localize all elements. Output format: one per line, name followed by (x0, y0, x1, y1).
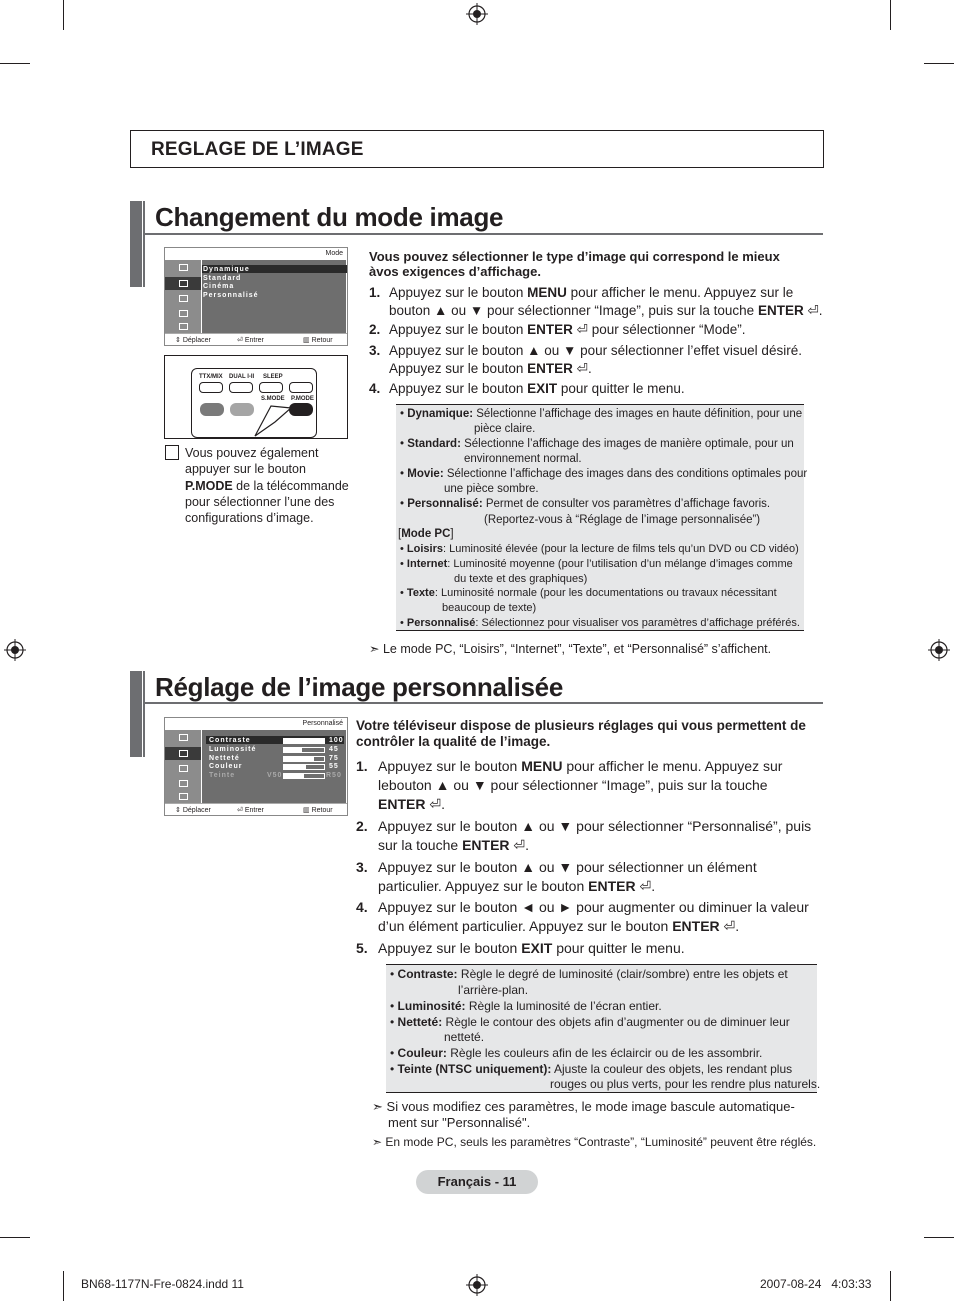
osd-slider-fill (284, 757, 314, 761)
sound-icon (179, 295, 188, 302)
channel-icon (179, 310, 188, 317)
osd-menu-mode (164, 247, 348, 346)
osd-slider[interactable] (283, 738, 325, 744)
arrow-icon: ➣ (372, 1099, 383, 1114)
footer-date: 2007-08-24 4:03:33 (760, 1277, 872, 1291)
crop-mark (890, 1271, 891, 1301)
arrow-note: ➣ En mode PC, seuls les paramètres “Contraste”, “Luminosité” peuvent être réglés. (372, 1135, 817, 1149)
osd-item[interactable]: Personnalisé (203, 292, 259, 299)
enter-icon: ⏎ (576, 322, 588, 337)
registration-mark-icon (4, 639, 26, 661)
remote-label: S.MODE (261, 396, 285, 402)
osd-setting-value: 45 (329, 745, 339, 753)
note-item: • Standard: Sélectionne l’affichage des images de manière optimale, pour un (400, 438, 794, 450)
heading-rule (143, 702, 823, 704)
crop-mark (63, 0, 64, 30)
note-box-mode (396, 404, 808, 631)
enter-icon: ⏎ (576, 361, 588, 376)
osd-header: Personnalisé (302, 720, 343, 727)
osd-enter: ⏎ Entrer (237, 807, 264, 814)
note-item-cont: pièce claire. (474, 423, 536, 435)
osd-footer (165, 333, 347, 345)
osd-header: Mode (325, 250, 343, 257)
note-item: • Texte: Luminosité normale (pour les documentations ou travaux nécessitant (400, 587, 777, 599)
picture-icon (179, 280, 188, 287)
sound-icon (179, 765, 188, 772)
dual-button[interactable] (229, 382, 253, 393)
pointer-hand-icon (253, 402, 293, 438)
osd-setting-label[interactable]: Couleur (209, 763, 243, 771)
red-button[interactable] (200, 403, 224, 416)
osd-return: ▥ Retour (303, 807, 333, 814)
note-item: • Personnalisé: Permet de consulter vos paramètres d’affichage favoris. (400, 498, 771, 510)
registration-mark-icon (466, 3, 488, 25)
note-item-cont: netteté. (444, 1030, 485, 1044)
pip-button[interactable] (289, 382, 313, 393)
ttx-button[interactable] (199, 382, 223, 393)
registration-mark-icon (928, 639, 950, 661)
heading-bar (130, 201, 142, 287)
note-item-cont: du texte et des graphiques) (454, 573, 588, 585)
channel-icon (179, 780, 188, 787)
heading-bar-thin (143, 671, 145, 757)
osd-footer (165, 803, 347, 815)
tip-line: Vous pouvez également (185, 446, 319, 460)
osd-return: ▥ Retour (303, 337, 333, 344)
osd-setting-label[interactable]: Teinte (209, 772, 236, 780)
osd-setting-value: 75 (329, 754, 339, 762)
osd-move: ⇕ Déplacer (175, 807, 211, 814)
note-item-cont: beaucoup de texte) (442, 602, 537, 614)
crop-mark (0, 63, 30, 64)
osd-item[interactable]: Standard (203, 275, 242, 282)
note-box-custom (386, 964, 821, 1093)
osd-sidebar (165, 730, 201, 803)
note-mode-pc: [Mode PC] (398, 528, 454, 540)
crop-mark (924, 63, 954, 64)
tip-line: configurations d’image. (185, 511, 314, 526)
heading-rule (143, 233, 823, 235)
heading-mode-image: Changement du mode image (155, 202, 504, 232)
section-title: REGLAGE DE L’IMAGE (151, 139, 364, 160)
page-number-badge: Français - 11 (416, 1170, 538, 1194)
osd-setting-value: 55 (329, 763, 339, 771)
sleep-button[interactable] (259, 382, 283, 393)
osd-tint-left: V50 (267, 772, 283, 780)
tip-text (185, 445, 355, 526)
note-item-cont: l’arrière-plan. (458, 983, 529, 997)
osd-item[interactable]: Cinéma (203, 283, 235, 290)
tip-line: pour sélectionner l’une des (185, 494, 335, 509)
osd-slider[interactable] (283, 747, 325, 753)
note-item: • Personnalisé: Sélectionnez pour visualiser vos paramètres d’affichage préférés. (400, 617, 800, 629)
osd-slider[interactable] (283, 756, 325, 762)
enter-icon: ⏎ (723, 918, 736, 934)
setup-icon (179, 793, 188, 800)
heading-bar (130, 671, 142, 757)
input-icon (179, 734, 188, 741)
footer-file: BN68-1177N-Fre-0824.indd 11 (81, 1277, 244, 1291)
osd-slider-fill (284, 765, 306, 769)
arrow-note: ➣ Le mode PC, “Loisirs”, “Internet”, “Texte”, et “Personnalisé” s’affichent. (369, 642, 772, 656)
osd-setting-label[interactable]: Contraste (209, 737, 251, 744)
crop-mark (924, 1237, 954, 1238)
osd-move: ⇕ Déplacer (175, 337, 211, 344)
note-item: • Luminosité: Règle la luminosité de l’écran entier. (390, 999, 662, 1013)
note-item: • Netteté: Règle le contour des objets afin d’augmenter ou de diminuer leur (390, 1015, 790, 1029)
intro-text-2: Votre téléviseur dispose de plusieurs réglages qui vous permettent de contrôler la qualité de l’image. (356, 718, 806, 749)
note-item-cont: rouges ou plus verts, pour les rendre plus naturels. (550, 1077, 821, 1091)
note-icon (165, 445, 179, 460)
osd-setting-label[interactable]: Luminosité (209, 745, 257, 753)
osd-enter: ⏎ Entrer (237, 337, 264, 344)
tip-line: appuyer sur le bouton (185, 462, 306, 477)
osd-setting-label[interactable]: Netteté (209, 754, 240, 762)
remote-label: TTX/MIX (199, 374, 223, 380)
crop-mark (0, 1237, 30, 1238)
heading-bar-thin (143, 201, 145, 287)
heading-custom-image: Réglage de l’image personnalisée (155, 672, 563, 702)
note-item: • Internet: Luminosité moyenne (pour l’utilisation d’un mélange d’images comme (400, 558, 793, 570)
note-item: • Dynamique: Sélectionne l’affichage des images en haute définition, pour une (400, 408, 803, 420)
intro-text: Vous pouvez sélectionner le type d’image qui correspond le mieux àvos exigences d’affichage. (369, 249, 780, 279)
arrow-icon: ➣ (369, 642, 380, 656)
remote-label: P.MODE (291, 396, 314, 402)
note-item: • Loisirs: Luminosité élevée (pour la lecture de films tels qu’un DVD ou CD vidéo) (400, 543, 799, 555)
green-button[interactable] (230, 403, 254, 416)
crop-mark (63, 1271, 64, 1301)
remote-label: DUAL I-II (229, 374, 255, 380)
osd-sidebar (165, 260, 201, 333)
section-header (130, 130, 824, 168)
remote-illustration (164, 355, 348, 439)
crop-mark (890, 0, 891, 30)
enter-icon: ⏎ (639, 878, 652, 894)
arrow-note: ➣ Si vous modifiez ces paramètres, le mode image bascule automatique- ment sur "Personnalisé". (372, 1099, 795, 1130)
note-item-cont: (Reportez-vous à “Réglage de l’image personnalisée”) (484, 514, 761, 526)
osd-slider-fill (284, 739, 324, 743)
note-item-cont: environnement normal. (464, 453, 582, 465)
osd-setting-value: 100 (329, 737, 344, 744)
enter-icon: ⏎ (807, 303, 819, 318)
note-item: • Contraste: Règle le degré de luminosité (clair/sombre) entre les objets et (390, 967, 788, 981)
osd-slider[interactable] (283, 764, 325, 770)
enter-icon: ⏎ (513, 837, 526, 853)
input-icon (179, 264, 188, 271)
osd-slider[interactable] (283, 773, 325, 779)
note-item: • Movie: Sélectionne l’affichage des images dans des conditions optimales pour (400, 468, 808, 480)
note-item: • Teinte (NTSC uniquement): Ajuste la couleur des objets, les rendant plus (390, 1062, 793, 1076)
osd-menu-custom (164, 717, 348, 816)
registration-mark-icon (466, 1274, 488, 1296)
picture-icon (179, 750, 188, 757)
note-item-cont: une pièce sombre. (444, 483, 539, 495)
setup-icon (179, 323, 188, 330)
arrow-icon: ➣ (372, 1135, 383, 1149)
tip-line: P.MODE de la télécommande (185, 478, 349, 493)
osd-slider-fill (284, 748, 302, 752)
osd-slider-fill (284, 774, 304, 778)
remote-label: SLEEP (263, 374, 283, 380)
enter-icon: ⏎ (429, 796, 442, 812)
osd-item[interactable]: Dynamique (203, 266, 250, 273)
note-item: • Couleur: Règle les couleurs afin de les éclaircir ou de les assombrir. (390, 1046, 763, 1060)
osd-tint-right: R50 (326, 772, 342, 780)
